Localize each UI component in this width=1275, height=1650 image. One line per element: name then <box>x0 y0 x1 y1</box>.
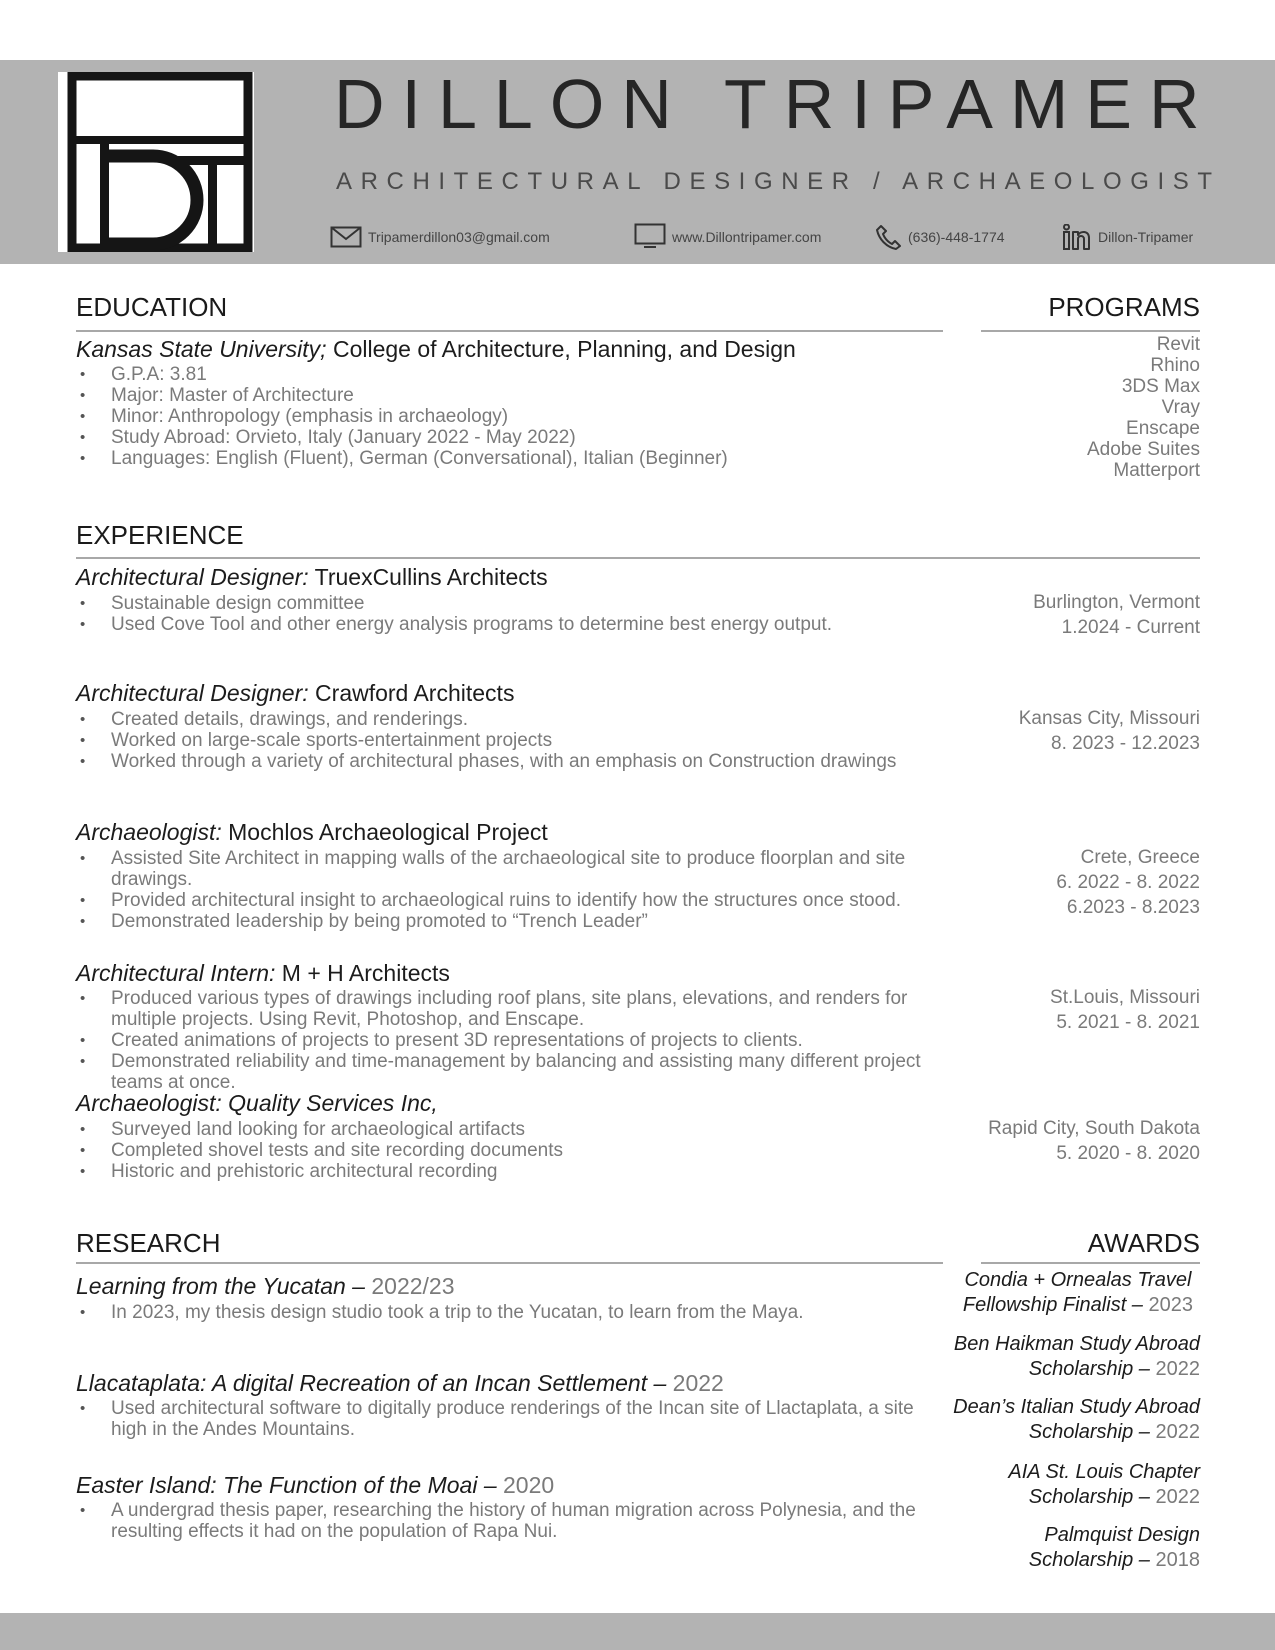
phone-icon <box>876 224 902 250</box>
programs-divider <box>981 330 1200 332</box>
list-item: • Created animations of projects to present 3D representations of projects to clients. <box>80 1030 950 1051</box>
job-location: St.Louis, Missouri <box>1050 987 1200 1008</box>
education-bullets <box>0 364 950 469</box>
award-line: Scholarship <box>1028 1549 1134 1571</box>
award-item: AIA St. Louis Chapter Scholarship – 2022 <box>1008 1461 1200 1508</box>
award-line: Dean’s Italian Study Abroad <box>953 1396 1200 1418</box>
award-line: Ben Haikman Study Abroad <box>953 1333 1200 1355</box>
job-dates: 5. 2020 - 8. 2020 <box>1056 1143 1200 1164</box>
monitor-icon <box>634 223 666 251</box>
list-item: • G.P.A: 3.81 <box>80 364 950 385</box>
award-year: 2023 <box>1148 1294 1193 1316</box>
job-company: Mochlos Archaeological Project <box>221 819 548 845</box>
research-year: 2020 <box>503 1472 555 1498</box>
contact-website[interactable] <box>634 222 821 252</box>
award-year: 2022 <box>1155 1486 1200 1508</box>
award-year: 2022 <box>1155 1421 1200 1443</box>
job-company: TruexCullins Architects <box>308 564 548 590</box>
education-school <box>76 336 796 363</box>
list-item: • Historic and prehistoric architectural recording <box>80 1161 950 1182</box>
award-item: Ben Haikman Study Abroad Scholarship – 2022 <box>953 1333 1200 1380</box>
list-item: • Used Cove Tool and other energy analysis programs to determine best energy output. <box>80 614 950 635</box>
phone-text: (636)-448-1774 <box>908 229 1005 245</box>
program-item: Vray <box>1161 397 1200 418</box>
awards-heading: AWARDS <box>1087 1228 1200 1258</box>
job-bullets <box>0 988 950 1093</box>
program-item: Rhino <box>1150 355 1200 376</box>
research-title: Easter Island: The Function of the Moai – 2020 <box>76 1472 555 1498</box>
experience-divider <box>76 557 1200 559</box>
job-role: Architectural Designer: <box>76 564 309 590</box>
programs-heading: PROGRAMS <box>1048 292 1200 322</box>
job-role: Archaeologist: <box>76 819 222 845</box>
list-item: • In 2023, my thesis design studio took a trip to the Yucatan, to learn from the Maya. <box>80 1302 950 1323</box>
job-role: Architectural Designer: <box>76 680 309 706</box>
program-item: Revit <box>1156 334 1200 355</box>
research-title: Learning from the Yucatan – 2022/23 <box>76 1273 455 1299</box>
award-line: Scholarship <box>1028 1486 1134 1508</box>
job-bullets <box>0 848 950 932</box>
list-item: • Used architectural software to digitally produce renderings of the Incan site of Llactaplata, a site high in the Andes Mountains. <box>80 1398 950 1440</box>
list-item: • Assisted Site Architect in mapping walls of the archaeological site to produce floorplan and site drawings. <box>80 848 950 890</box>
job-meta <box>1019 706 1200 756</box>
list-item: • Produced various types of drawings including roof plans, site plans, elevations, and renders for multiple projects. Using Revit, Photoshop, and Enscape. <box>80 988 950 1030</box>
list-item: • Languages: English (Fluent), German (Conversational), Italian (Beginner) <box>80 448 950 469</box>
job-title <box>76 960 450 987</box>
award-item: Condia + Ornealas Travel Fellowship Finalist – 2023 <box>962 1269 1193 1316</box>
job-dates: 5. 2021 - 8. 2021 <box>1056 1012 1200 1033</box>
job-location: Kansas City, Missouri <box>1018 708 1200 729</box>
list-item: • Major: Master of Architecture <box>80 385 950 406</box>
job-title <box>76 680 514 707</box>
list-item: • A undergrad thesis paper, researching the history of human migration across Polynesia, and the resulting effects it had on the population of Rapa Nui. <box>80 1500 950 1542</box>
job-title <box>76 1090 438 1117</box>
award-line: Condia + Ornealas Travel <box>964 1269 1192 1291</box>
job-dates: 6.2023 - 8.2023 <box>1066 897 1200 918</box>
footer-band <box>0 1613 1275 1650</box>
research-name: Llacataplata: A digital Recreation of an Incan Settlement <box>76 1370 648 1396</box>
contact-email[interactable] <box>330 222 550 252</box>
award-line: Fellowship Finalist <box>962 1294 1127 1316</box>
candidate-name: DILLON TRIPAMER <box>334 65 1217 143</box>
website-text: www.Dillontripamer.com <box>672 229 822 245</box>
job-company: M + H Architects <box>275 960 450 986</box>
job-meta <box>988 1116 1200 1166</box>
education-divider <box>76 330 943 332</box>
program-item: Enscape <box>1126 418 1200 439</box>
job-location: Burlington, Vermont <box>1033 592 1200 613</box>
research-year: 2022/23 <box>371 1273 455 1299</box>
award-line: Scholarship <box>1028 1421 1134 1443</box>
list-item: • Provided architectural insight to archaeological ruins to identify how the structures once stood. <box>80 890 950 911</box>
job-company: Crawford Architects <box>308 680 515 706</box>
research-name: Learning from the Yucatan <box>76 1273 346 1299</box>
job-bullets <box>0 709 950 772</box>
research-bullets <box>0 1302 950 1323</box>
award-item: Palmquist Design Scholarship – 2018 <box>1028 1524 1200 1571</box>
linkedin-text: Dillon-Tripamer <box>1098 229 1194 245</box>
list-item: • Completed shovel tests and site recording documents <box>80 1140 950 1161</box>
education-heading: EDUCATION <box>76 292 228 322</box>
program-item: Adobe Suites <box>1086 439 1200 460</box>
list-item: • Created details, drawings, and renderings. <box>80 709 950 730</box>
list-item: • Minor: Anthropology (emphasis in archaeology) <box>80 406 950 427</box>
programs-list <box>1087 334 1200 481</box>
award-year: 2018 <box>1155 1549 1200 1571</box>
research-year: 2022 <box>672 1370 724 1396</box>
job-meta <box>1050 985 1200 1035</box>
program-item: Matterport <box>1113 460 1200 481</box>
research-bullets <box>0 1398 950 1440</box>
job-role: Archaeologist: Quality Services Inc, <box>76 1090 438 1116</box>
list-item: • Surveyed land looking for archaeological artifacts <box>80 1119 950 1140</box>
job-role: Architectural Intern: <box>76 960 276 986</box>
award-line: Scholarship <box>1028 1358 1134 1380</box>
award-item: Dean’s Italian Study Abroad Scholarship – 2022 <box>953 1396 1200 1443</box>
email-text: Tripamerdillon03@gmail.com <box>368 229 550 245</box>
list-item: • Demonstrated reliability and time-management by balancing and assisting many different project teams at once. <box>80 1051 950 1093</box>
job-dates: 6. 2022 - 8. 2022 <box>1056 872 1200 893</box>
list-item: • Worked through a variety of architectural phases, with an emphasis on Construction drawings <box>80 751 950 772</box>
research-bullets <box>0 1500 950 1542</box>
list-item: • Sustainable design committee <box>80 593 950 614</box>
list-item: • Study Abroad: Orvieto, Italy (January 2022 - May 2022) <box>80 427 950 448</box>
school-college: College of Architecture, Planning, and Design <box>326 336 796 362</box>
job-title <box>76 819 548 846</box>
dt-monogram-logo <box>58 72 254 252</box>
list-item: • Worked on large-scale sports-entertainment projects <box>80 730 950 751</box>
job-meta <box>1056 845 1200 920</box>
awards-divider <box>981 1262 1200 1264</box>
contact-phone[interactable] <box>876 222 1005 252</box>
award-line: AIA St. Louis Chapter <box>1008 1461 1200 1483</box>
contact-linkedin[interactable] <box>1062 222 1193 252</box>
list-item: • Demonstrated leadership by being promoted to “Trench Leader” <box>80 911 950 932</box>
experience-heading: EXPERIENCE <box>76 520 244 550</box>
job-bullets <box>0 593 950 635</box>
job-location: Rapid City, South Dakota <box>988 1118 1200 1139</box>
job-meta <box>1033 590 1200 640</box>
award-year: 2022 <box>1155 1358 1200 1380</box>
school-name: Kansas State University; <box>76 336 327 362</box>
job-title <box>76 564 548 591</box>
program-item: 3DS Max <box>1121 376 1200 397</box>
linkedin-icon <box>1062 224 1092 250</box>
award-line: Palmquist Design <box>1044 1524 1200 1546</box>
research-name: Easter Island: The Function of the Moai <box>76 1472 478 1498</box>
job-dates: 8. 2023 - 12.2023 <box>1051 733 1200 754</box>
job-bullets <box>0 1119 950 1182</box>
job-dates: 1.2024 - Current <box>1061 617 1200 638</box>
envelope-icon <box>330 226 362 248</box>
research-heading: RESEARCH <box>76 1228 221 1258</box>
candidate-role: ARCHITECTURAL DESIGNER / ARCHAEOLOGIST <box>336 168 1221 195</box>
research-divider <box>76 1262 943 1264</box>
research-title: Llacataplata: A digital Recreation of an Incan Settlement – 2022 <box>76 1370 724 1396</box>
job-location: Crete, Greece <box>1080 847 1200 868</box>
